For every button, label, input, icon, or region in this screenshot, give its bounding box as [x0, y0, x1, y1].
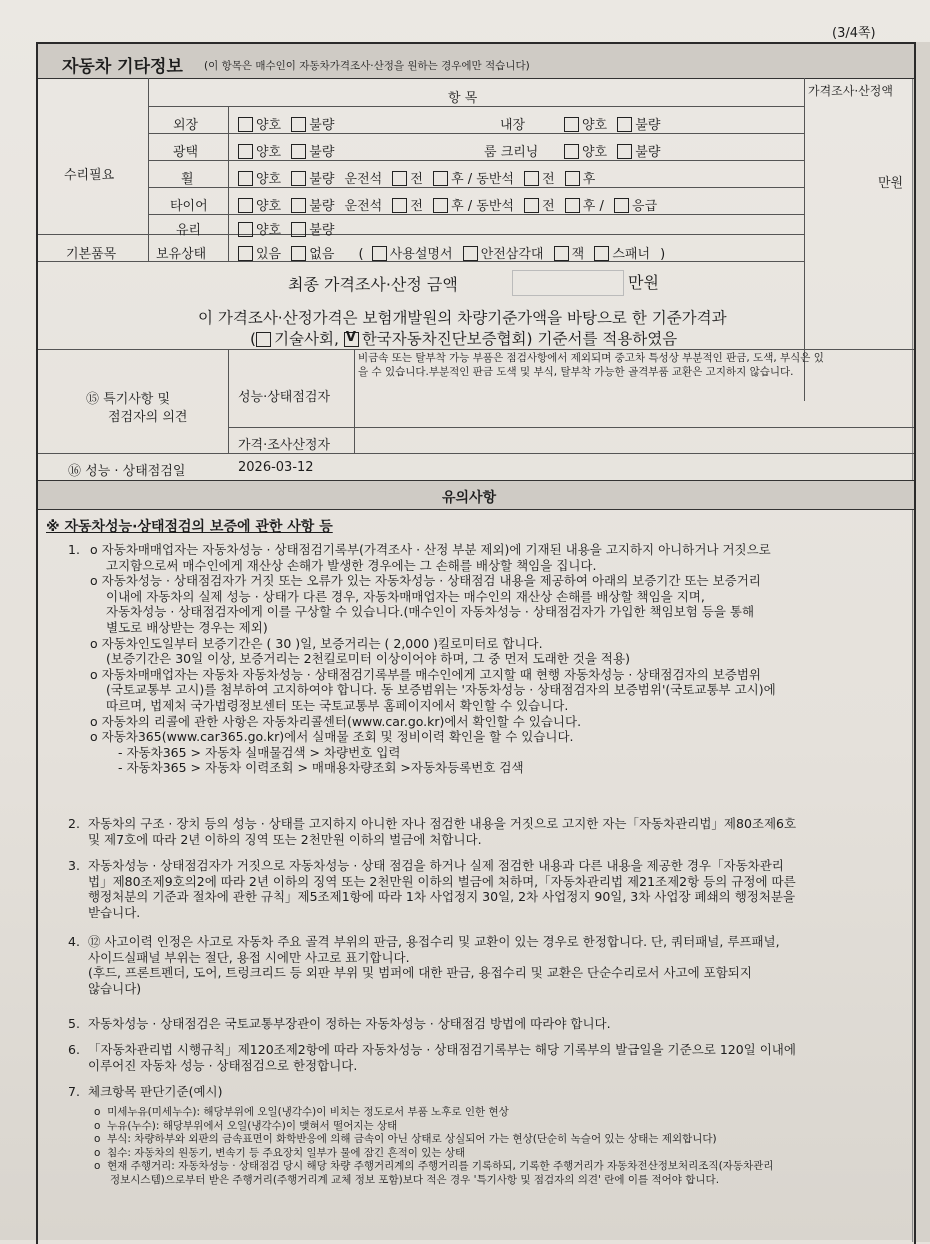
item-6-content: 「자동차관리법 시행규칙」제120조제2항에 따라 자동차성능 · 상태점검기록부는 해당 기록부의 발급일을 기준으로 120일 이내에 이루어진 자동차 성능 · 상태점검으로 한정합니다.	[88, 1042, 796, 1073]
item-3-number: 3.	[68, 858, 80, 873]
item-5-number: 5.	[68, 1016, 80, 1031]
polish-label: 광택	[173, 145, 199, 160]
tire-rear-passenger-option[interactable]: 후 / 동반석	[433, 199, 514, 214]
polish-bad-option[interactable]: 불량	[291, 145, 334, 160]
interior-bad-option[interactable]: 불량	[617, 118, 660, 133]
checkbox[interactable]	[614, 198, 629, 213]
checkbox[interactable]	[291, 144, 306, 159]
price-unit: 만원	[878, 176, 904, 191]
section-note: (이 항목은 매수인이 자동차가격조사·산정을 원하는 경우에만 적습니다)	[204, 60, 530, 72]
manual-option[interactable]: 사용설명서	[372, 247, 453, 262]
glass-label: 유리	[176, 223, 202, 238]
wheel-good-option[interactable]: 양호	[238, 172, 281, 187]
checkbox[interactable]	[617, 144, 632, 159]
special-notes-text: 비금속 또는 탈부착 가능 부품은 점검사항에서 제외되며 중고차 특성상 부분적인 판금, 도색, 부식은 있 을 수 있습니다.부분적인 판금 도색 및 부식, 탈부착 가능한 골격부품 교환은 고지하지 않습니다.	[358, 352, 824, 378]
possession-status-label: 보유상태	[156, 247, 207, 262]
tire-passenger-rear-option[interactable]: 후 /	[565, 199, 604, 214]
basis-tail: 기준서를 적용하였음	[537, 330, 678, 348]
item-6-number: 6.	[68, 1042, 80, 1057]
exterior-label: 외장	[173, 118, 199, 133]
item-2-content: 자동차의 구조 · 장치 등의 성능 · 상태를 고지하지 아니한 자나 점검한 내용을 거짓으로 고지한 자는「자동차관리법」제80조제6호 및 제7호에 따라 2년 이하의 징역 또는 2천만원 이하의 벌금에 처합니다.	[88, 816, 797, 847]
room-cleaning-good-option[interactable]: 양호	[564, 145, 607, 160]
wheel-bad-option[interactable]: 불량	[291, 172, 334, 187]
checkbox[interactable]	[433, 171, 448, 186]
item-2-number: 2.	[68, 816, 80, 831]
checkbox[interactable]	[392, 171, 407, 186]
exterior-good-option[interactable]: 양호	[238, 118, 281, 133]
tire-good-option[interactable]: 양호	[238, 199, 281, 214]
checkbox[interactable]	[238, 198, 253, 213]
price-column-header: 가격조사·산정액	[808, 84, 893, 98]
item-7-title: 체크항목 판단기준(예시)	[88, 1084, 223, 1099]
inspector-label: 성능·상태점검자	[238, 390, 331, 405]
item-7-number: 7.	[68, 1084, 80, 1099]
tire-front-option[interactable]: 전	[392, 199, 423, 214]
interior-good-option[interactable]: 양호	[564, 118, 607, 133]
checkbox[interactable]	[594, 246, 609, 261]
checkbox[interactable]	[238, 246, 253, 261]
item-1-number: 1.	[68, 542, 80, 557]
checkbox[interactable]	[372, 246, 387, 261]
checkbox[interactable]	[291, 198, 306, 213]
wheel-passenger-front-option[interactable]: 전	[524, 172, 555, 187]
checkbox[interactable]	[524, 171, 539, 186]
jack-option[interactable]: 잭	[554, 247, 585, 262]
glass-bad-option[interactable]: 불량	[291, 223, 334, 238]
checkbox[interactable]	[565, 171, 580, 186]
item-4-number: 4.	[68, 934, 80, 949]
checkbox[interactable]	[617, 117, 632, 132]
notice-title: 유의사항	[442, 490, 497, 506]
checkbox[interactable]	[524, 198, 539, 213]
form-frame	[36, 42, 916, 1244]
wheel-seat-label: 운전석	[344, 172, 383, 187]
basic-items-label: 기본품목	[66, 247, 117, 262]
checkbox[interactable]	[238, 117, 253, 132]
checkbox[interactable]	[238, 222, 253, 237]
none-option[interactable]: 없음	[291, 247, 334, 262]
glass-good-option[interactable]: 양호	[238, 223, 281, 238]
basis-option-2: 한국자동차진단보증협회)	[361, 330, 533, 348]
basis-line-1: 이 가격조사·산정가격은 보험개발원의 차량기준가액을 바탕으로 한 기준가격과	[198, 309, 727, 327]
inspection-date-label: ⑯ 성능 · 상태점검일	[68, 464, 186, 479]
room-cleaning-bad-option[interactable]: 불량	[617, 145, 660, 160]
wheel-rear-passenger-option[interactable]: 후 / 동반석	[433, 172, 514, 187]
appraiser-label: 가격·조사산정자	[238, 438, 331, 453]
basis-paren-open: (	[250, 330, 257, 348]
tire-bad-option[interactable]: 불량	[291, 199, 334, 214]
checkbox[interactable]	[554, 246, 569, 261]
triangle-option[interactable]: 안전삼각대	[463, 247, 544, 262]
item-4-content: ⑫ 사고이력 인정은 사고로 자동차 주요 골격 부위의 판금, 용접수리 및 교환이 있는 경우로 한정합니다. 단, 쿼터패널, 루프패널, 사이드실패널 부위는 절단, 용접 시에만 사고로 표기합니다. (후드, 프론트펜더, 도어, 트렁크리드 등 외판 부위 및 범퍼에 대한 판금, 용접수리 및 교환은 단순수리로서 사고에 포함되지 않습니다)	[88, 934, 780, 996]
checkbox[interactable]	[238, 144, 253, 159]
tire-seat-label: 운전석	[344, 199, 383, 214]
basis-checkbox-2[interactable]	[344, 332, 359, 347]
tire-passenger-front-option[interactable]: 전	[524, 199, 555, 214]
checkbox[interactable]	[238, 171, 253, 186]
item-3-content: 자동차성능 · 상태점검자가 거짓으로 자동차성능 · 상태 점검을 하거나 실제 점검한 내용과 다른 내용을 제공한 경우「자동차관리 법」제80조제9호의2에 따라 2년 이하의 징역 또는 2천만원 이하의 벌금에 처하며,「자동차관리법 제21조제2항 등의 규정에 따른 행정처분의 기준과 절차에 관한 규칙」제5조제1항에 따라 1차 사업정지 30일, 2차 사업정지 90일, 3차 사업장 폐쇄의 행정처분을 받습니다.	[88, 858, 796, 920]
checkbox[interactable]	[463, 246, 478, 261]
checkbox[interactable]	[291, 117, 306, 132]
tire-emergency-option[interactable]: 응급	[614, 199, 657, 214]
basis-option-1: 기술사회,	[274, 330, 339, 348]
wheel-label: 휠	[181, 172, 194, 187]
checkbox[interactable]	[565, 198, 580, 213]
item-1-content: o 자동차매매업자는 자동차성능 · 상태점검기록부(가격조사 · 산정 부분 제외)에 기재된 내용을 고지하지 아니하거나 거짓으로 고지함으로써 매수인에게 재산상 손해가 발생한 경우에는 그 손해를 배상할 책임을 집니다. o 자동차성능 · 상태점검자가 거짓 또는 오류가 있는 자동차성능 · 상태점검 내용을 제공하여 아래의 보증기간 또는 보증거리 이내에 자동차의 실제 성능 · 상태가 다른 경우, 자동차매매업자는 매수인의 재산상 손해를 배상할 책임을 지며, 자동차성능 · 상태점검자에게 이를 구상할 수 있습니다.(매수인이 자동차성능 · 상태점검자가 가입한 책임보험 등을 통해 별도로 배상받는 경우는 제외) o 자동차인도일부터 보증기간은 ( 30 )일, 보증거리는 ( 2,000 )킬로미터로 합니다. (보증기간은 30일 이상, 보증거리는 2천킬로미터 이상이어야 하며, 그 중 먼저 도래한 것을 적용) o 자동차매매업자는 자동차 자동차성능 · 상태점검기록부를 매수인에게 고지할 때 현행 자동차성능 · 상태점검자의 보증범위 (국토교통부 고시)를 첨부하여 고지하여야 합니다. 동 보증범위는 '자동차성능 · 상태점검자의 보증범위'(국토교통부 고시)에 따르며, 법제처 국가법령정보센터 또는 국토교통부 홈페이지에서 확인할 수 있습니다. o 자동차의 리콜에 관한 사항은 자동차리콜센터(www.car.go.kr)에서 확인할 수 있습니다. o 자동차365(www.car365.go.kr)에서 실매물 조회 및 정비이력 확인을 할 수 있습니다. - 자동차365 > 자동차 실매물검색 > 차량번호 입력 - 자동차365 > 자동차 이력조회 > 매매용차량조회 >자동차등록번호 검색	[90, 542, 776, 776]
spanner-option[interactable]: 스패너	[594, 247, 650, 262]
polish-good-option[interactable]: 양호	[238, 145, 281, 160]
final-price-label: 최종 가격조사·산정 금액	[288, 275, 458, 294]
special-notes-label-1: ⑮ 특기사항 및	[86, 392, 171, 407]
checkbox[interactable]	[564, 117, 579, 132]
room-cleaning-label: 룸 크리닝	[484, 145, 539, 160]
repair-needed-label: 수리필요	[64, 168, 115, 183]
checkbox[interactable]	[291, 171, 306, 186]
paren-open: (	[358, 247, 364, 262]
checkbox[interactable]	[392, 198, 407, 213]
tire-label: 타이어	[170, 199, 208, 214]
checkbox[interactable]	[433, 198, 448, 213]
basis-checkbox-1[interactable]	[256, 332, 271, 347]
special-notes-label-2: 점검자의 의견	[108, 410, 188, 425]
checkbox[interactable]	[564, 144, 579, 159]
guarantee-title: ※ 자동차성능·상태점검의 보증에 관한 사항 등	[46, 519, 333, 535]
item-7-criteria: o 미세누유(미세누수): 해당부위에 오일(냉각수)이 비치는 정도로서 부품 노후로 인한 현상 o 누유(누수): 해당부위에서 오일(냉각수)이 맺혀서 떨어지는 상태 o 부식: 차량하부와 외판의 금속표면이 화학반응에 의해 금속이 아닌 상태로 상실되어 가는 현상(단순히 녹슬어 있는 상태는 제외합니다) o 침수: 자동차의 원동기, 변속기 등 주요장치 일부가 물에 잠긴 흔적이 있는 상태 o 현재 주행거리: 자동차성능 · 상태점검 당시 해당 차량 주행거리계의 주행거리를 기록하되, 기록한 주행거리가 자동차전산정보처리조직(자동차관리 정보시스템)으로부터 받은 주행거리(주행거리계 교체 정보 포함)보다 적은 경우 '특기사항 및 점검자의 의견' 란에 이를 적어야 합니다.	[94, 1106, 774, 1186]
section-title: 자동차 기타정보	[62, 57, 183, 77]
interior-label: 내장	[500, 118, 526, 133]
inspection-date-value: 2026-03-12	[238, 460, 314, 475]
final-price-input[interactable]	[512, 270, 624, 296]
page-number: (3/4쪽)	[832, 26, 876, 41]
wheel-passenger-rear-option[interactable]: 후	[565, 172, 596, 187]
exterior-bad-option[interactable]: 불량	[291, 118, 334, 133]
item-5-content: 자동차성능 · 상태점검은 국토교통부장관이 정하는 자동차성능 · 상태점검 방법에 따라야 합니다.	[88, 1016, 611, 1031]
wheel-front-option[interactable]: 전	[392, 172, 423, 187]
checkbox[interactable]	[291, 222, 306, 237]
paren-close: )	[660, 247, 666, 262]
has-option[interactable]: 있음	[238, 247, 281, 262]
checkbox[interactable]	[291, 246, 306, 261]
items-header: 항 목	[448, 91, 478, 106]
final-price-unit: 만원	[628, 273, 659, 292]
